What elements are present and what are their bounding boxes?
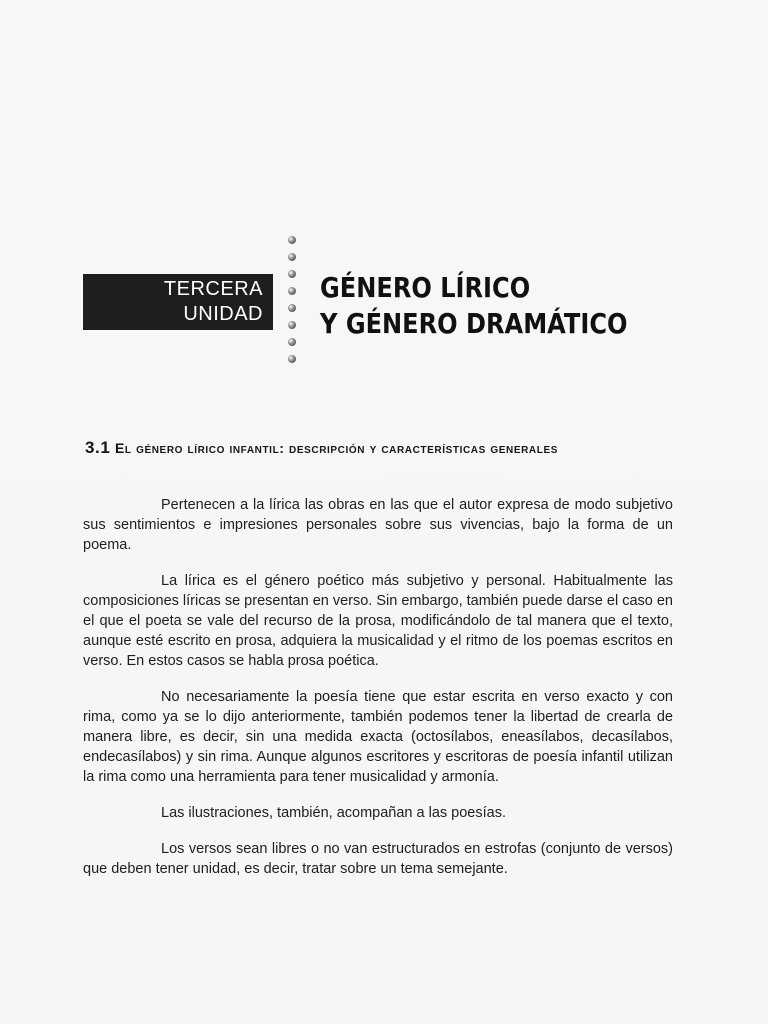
dot-ornament <box>288 321 296 329</box>
chapter-title <box>320 270 627 342</box>
dot-ornament <box>288 355 296 363</box>
paragraph: La lírica es el género poético más subjetivo y personal. Habitualmente las composiciones líricas se presentan en verso. Sin embargo, también puede darse el caso en el que el poeta se vale del recurso de la prosa, modificándolo de tal manera que el texto, aunque esté escrito en prosa, adquiera la musicalidad y el ritmo de los poemas escritos en verso. En estos casos se habla prosa poética. <box>83 573 673 669</box>
chapter-title-line2: Y GÉNERO DRAMÁTICO <box>320 307 628 340</box>
unit-label-line2: UNIDAD <box>183 303 263 325</box>
section-title: El género lírico infantil: descripción y características generales <box>114 440 559 456</box>
section-number: 3.1 <box>85 438 111 457</box>
dot-ornament <box>288 287 296 295</box>
body-text <box>83 495 673 895</box>
decorative-dot-column <box>288 236 298 371</box>
dot-ornament <box>288 270 296 278</box>
unit-label-box <box>83 274 273 330</box>
dot-ornament <box>288 338 296 346</box>
unit-label-line1: TERCERA <box>163 278 263 300</box>
paragraph: Las ilustraciones, también, acompañan a las poesías. <box>161 805 506 821</box>
paragraph: No necesariamente la poesía tiene que estar escrita en verso exacto y con rima, como ya se lo dijo anteriormente, también podemos tener la libertad de crearla de manera libre, es decir, sin una medida exacta (octosílabos, eneasílabos, decasílabos, endecasílabos) y sin rima. Aunque algunos escritores y escritoras de poesía infantil utilizan la rima como una herramienta para tener musicalidad y armonía. <box>83 689 673 785</box>
dot-ornament <box>288 304 296 312</box>
paragraph: Pertenecen a la lírica las obras en las que el autor expresa de modo subjetivo sus sentimientos e impresiones personales sobre sus vivencias, bajo la forma de un poema. <box>83 497 673 553</box>
dot-ornament <box>288 236 296 244</box>
paragraph: Los versos sean libres o no van estructurados en estrofas (conjunto de versos) que deben tener unidad, es decir, tratar sobre un tema semejante. <box>83 841 673 877</box>
dot-ornament <box>288 253 296 261</box>
chapter-title-line1: GÉNERO LÍRICO <box>320 271 531 304</box>
section-heading <box>85 437 675 459</box>
